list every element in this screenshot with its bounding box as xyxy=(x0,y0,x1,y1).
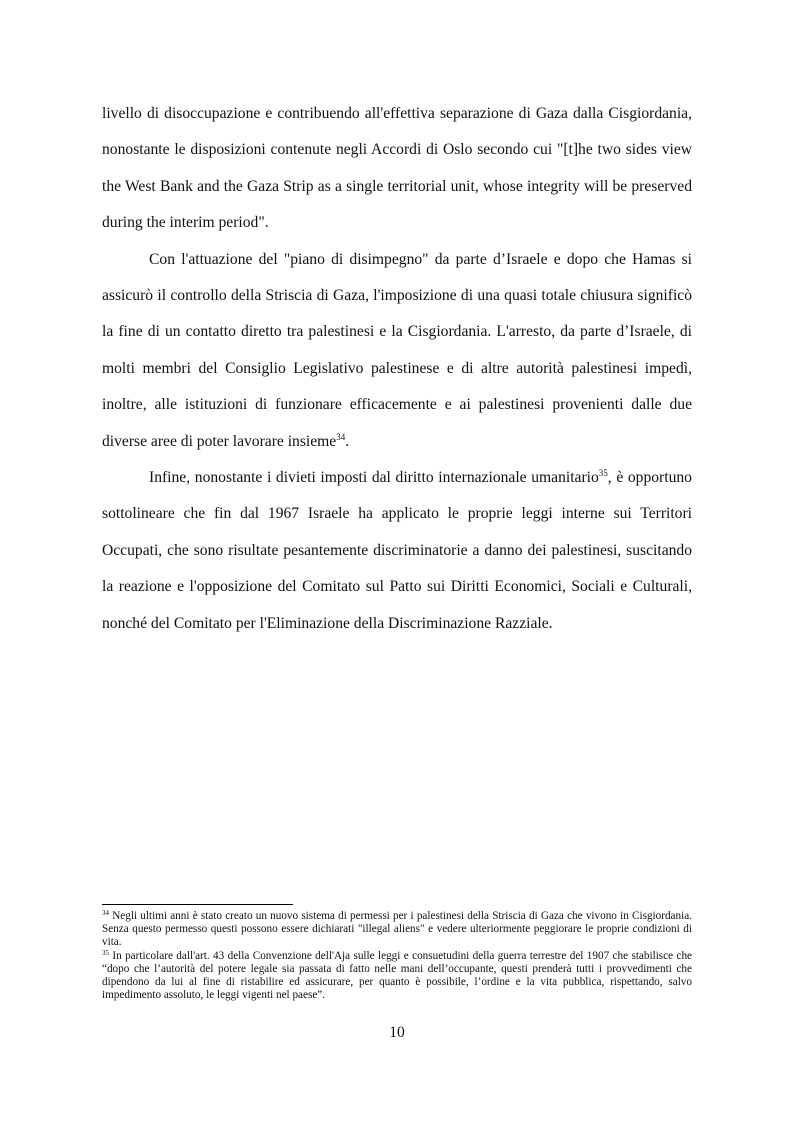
paragraph-2: Con l'attuazione del "piano di disimpegno" da parte d’Israele e dopo che Hamas si assicurò il controllo della Striscia di Gaza, l'imposizione di una quasi totale chiusura significò la fine di un contatto diretto tra palestinesi e la Cisgiordania. L'arresto, da parte d’Israele, di molti membri del Consiglio Legislativo palestinese e di altre autorità palestinesi impedì, inoltre, alle istituzioni di funzionare efficacemente e ai palestinesi provenienti dalle due diverse aree di poter lavorare insieme$^{34}$. xyxy=(102,250,692,450)
page-number: 10 xyxy=(389,1024,405,1041)
footnote-text: Negli ultimi anni è stato creato un nuovo sistema di permessi per i palestinesi della Striscia di Gaza che vivono in Cisgiordania. Senza questo permesso questi possono essere dichiarati "illegal aliens" e vedere ulteriormente peggiorare le proprie condizioni di vita. xyxy=(102,910,692,949)
paragraph-3: Infine, nonostante i divieti imposti dal diritto internazionale umanitario$^{35}$, è opportuno sottolineare che fin dal 1967 Israele ha applicato le proprie leggi interne sui Territori Occupati, che sono risultate pesantemente discriminatorie a danno dei palestinesi, suscitando la reazione e l'opposizione del Comitato sul Patto sui Diritti Economici, Sociali e Culturali, nonché del Comitato per l'Eliminazione della Discriminazione Razziale. xyxy=(102,468,692,632)
footnote-ref-34[interactable]: 34 xyxy=(336,431,346,442)
footnote-35 xyxy=(102,950,692,1003)
footnotes xyxy=(102,910,692,1002)
footnote-ref-35[interactable]: 35 xyxy=(598,468,608,479)
footnote-number: 35 xyxy=(102,948,109,957)
footnote-34 xyxy=(102,910,692,950)
footnote-separator xyxy=(102,904,293,905)
body-text xyxy=(102,96,692,642)
paragraph-1: livello di disoccupazione e contribuendo all'effettiva separazione di Gaza dalla Cisgiordania, nonostante le disposizioni contenute negli Accordi di Oslo secondo cui "[t]he two sides view the West Bank and the Gaza Strip as a single territorial unit, whose integrity will be preserved during the interim period". xyxy=(102,105,692,232)
footnote-number: 34 xyxy=(102,909,109,917)
footnote-text: In particolare dall'art. 43 della Convenzione dell'Aja sulle leggi e consuetudini della guerra terrestre del 1907 che stabilisce che “dopo che l’autorità del potere legale sia passata di fatto nelle mani dell’occupante, questi prenderà tutti i provvedimenti che dipendono da lui al fine di ristabilire ed assicurare, per quanto è possibile, l’ordine e la vita pubblica, rispettando, salvo impedimento assoluto, le leggi vigenti nel paese”. xyxy=(102,949,692,1002)
